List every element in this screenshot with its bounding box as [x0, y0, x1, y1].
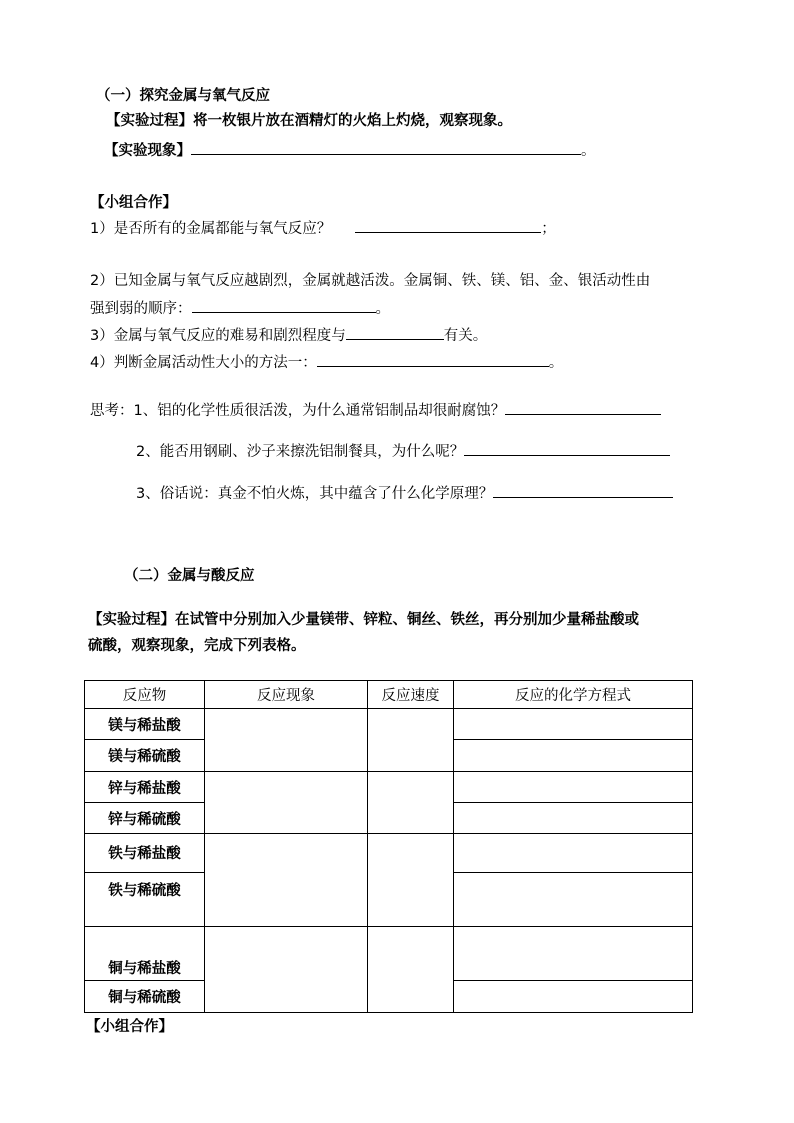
exp-phenomenon-blank[interactable]	[191, 140, 581, 155]
header-speed: 反应速度	[368, 681, 454, 709]
think-q3: 3、俗话说：真金不怕火炼，其中蕴含了什么化学原理？	[136, 486, 494, 502]
header-phenomenon: 反应现象	[205, 681, 368, 709]
section2-exp-text1: 在试管中分别加入少量镁带、锌粒、铜丝、铁丝，再分别加少量稀盐酸或	[175, 612, 639, 628]
q3-line	[90, 325, 487, 346]
reactant-cell: 铜与稀盐酸	[85, 927, 205, 981]
think-q1: 1、铝的化学性质很活泼，为什么通常铝制品却很耐腐蚀？	[133, 403, 506, 419]
think-q2-blank[interactable]	[464, 441, 670, 456]
q2-line2	[90, 298, 390, 319]
exp-phenomenon-line	[104, 140, 596, 161]
group2-heading: 【小组合作】	[86, 1019, 173, 1035]
think-label: 思考：	[90, 403, 134, 419]
q1-line	[90, 218, 556, 239]
q2-end: 。	[375, 301, 390, 317]
q3-blank[interactable]	[346, 325, 444, 340]
equation-cell[interactable]	[454, 927, 693, 981]
equation-cell[interactable]	[454, 981, 693, 1013]
equation-cell[interactable]	[454, 803, 693, 834]
reaction-table	[84, 680, 693, 1013]
q4-line	[90, 352, 563, 373]
q1-end: ；	[541, 221, 556, 237]
table-row	[85, 772, 693, 803]
equation-cell[interactable]	[454, 740, 693, 772]
speed-cell[interactable]	[368, 772, 454, 834]
header-reactant: 反应物	[85, 681, 205, 709]
section2-exp-line2: 硫酸，观察现象，完成下列表格。	[88, 638, 306, 654]
speed-cell[interactable]	[368, 709, 454, 772]
section2-title: （二）金属与酸反应	[124, 568, 255, 584]
speed-cell[interactable]	[368, 927, 454, 1013]
equation-cell[interactable]	[454, 772, 693, 803]
phenomenon-cell[interactable]	[205, 709, 368, 772]
header-equation: 反应的化学方程式	[454, 681, 693, 709]
q3-text: 3）金属与氧气反应的难易和剧烈程度与	[90, 328, 346, 344]
section2-exp-label: 【实验过程】	[88, 612, 175, 628]
q4-text: 4）判断金属活动性大小的方法一：	[90, 355, 317, 371]
reactant-cell: 锌与稀盐酸	[85, 772, 205, 803]
think-q3-blank[interactable]	[493, 483, 673, 498]
q4-end: 。	[548, 355, 564, 371]
q2-blank[interactable]	[192, 298, 376, 313]
equation-cell[interactable]	[454, 709, 693, 740]
think-q2: 2、能否用钢刷、沙子来擦洗铝制餐具，为什么呢？	[136, 444, 465, 460]
section1-title: （一）探究金属与氧气反应	[96, 88, 270, 104]
table-row	[85, 709, 693, 740]
q1-blank[interactable]	[355, 218, 541, 233]
speed-cell[interactable]	[368, 834, 454, 927]
think-line3	[136, 483, 673, 504]
equation-cell[interactable]	[454, 834, 693, 873]
q2-text: 强到弱的顺序：	[90, 301, 192, 317]
reactant-cell: 镁与稀硫酸	[85, 740, 205, 772]
exp-process-text: 将一枚银片放在酒精灯的火焰上灼烧，观察现象。	[193, 113, 512, 129]
table-row	[85, 927, 693, 981]
q4-blank[interactable]	[317, 352, 549, 367]
exp-process-label: 【实验过程】	[106, 113, 193, 129]
think-line1	[90, 400, 661, 421]
phenomenon-cell[interactable]	[205, 772, 368, 834]
phenomenon-cell[interactable]	[205, 834, 368, 927]
q2-line1: 2）已知金属与氧气反应越剧烈，金属就越活泼。金属铜、铁、镁、铝、金、银活动性由	[90, 273, 651, 289]
exp-process-line	[106, 111, 512, 131]
q1-text: 1）是否所有的金属都能与氧气反应？	[90, 221, 332, 237]
q3-end: 有关。	[443, 328, 488, 344]
think-line2	[136, 441, 670, 462]
exp-phenomenon-end: 。	[581, 143, 596, 159]
exp-phenomenon-label: 【实验现象】	[104, 143, 191, 159]
reactant-cell: 铁与稀硫酸	[85, 873, 205, 927]
group1-heading: 【小组合作】	[90, 195, 177, 211]
section2-exp-line1	[88, 610, 639, 630]
reactant-cell: 镁与稀盐酸	[85, 709, 205, 740]
reactant-cell: 铁与稀盐酸	[85, 834, 205, 873]
reactant-cell: 锌与稀硫酸	[85, 803, 205, 834]
table-row	[85, 834, 693, 873]
table-header-row	[85, 681, 693, 709]
phenomenon-cell[interactable]	[205, 927, 368, 1013]
equation-cell[interactable]	[454, 873, 693, 927]
reactant-cell: 铜与稀硫酸	[85, 981, 205, 1013]
think-q1-blank[interactable]	[505, 400, 661, 415]
